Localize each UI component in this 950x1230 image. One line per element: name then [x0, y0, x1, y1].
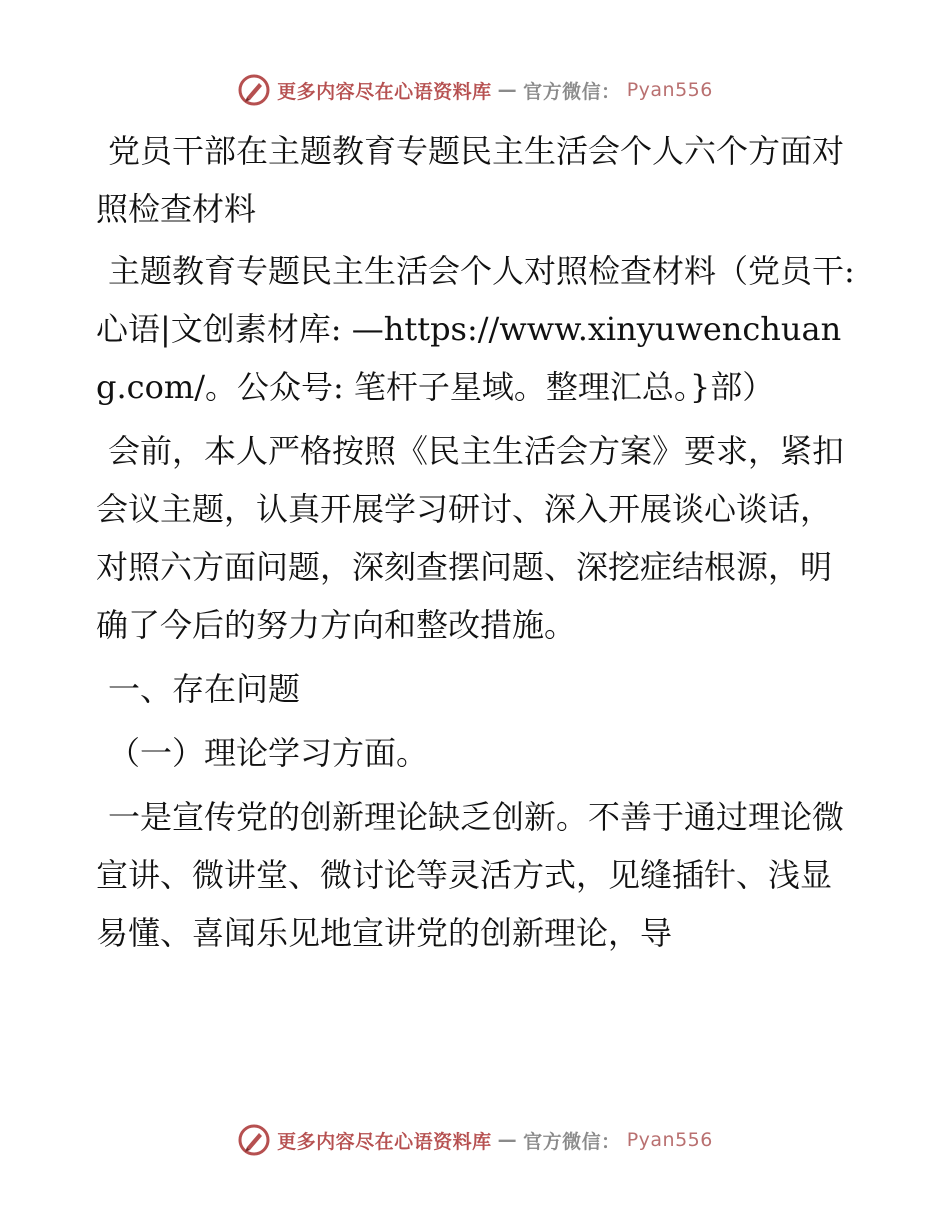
section-heading: 一、存在问题	[108, 670, 301, 708]
header-watermark	[0, 70, 950, 110]
document-body	[96, 122, 856, 968]
watermark-label: 官方微信：	[523, 80, 621, 103]
watermark-account: Pyan556	[626, 79, 713, 101]
subsection-heading: （一）理论学习方面。	[108, 734, 429, 772]
footer-watermark	[0, 1120, 950, 1160]
watermark-dash: —	[497, 1129, 518, 1151]
watermark-main-text: 更多内容尽在心语资料库	[277, 1130, 492, 1153]
pen-nib-logo-icon	[237, 73, 271, 107]
watermark-main-text: 更多内容尽在心语资料库	[277, 80, 492, 103]
paragraph-intro: 会前，本人严格按照《民主生活会方案》要求，紧扣会议主题，认真开展学习研讨、深入开展谈心谈话，对照六方面问题，深刻查摆问题、深挖症结根源，明确了今后的努力方向和整改措施。	[96, 432, 845, 644]
document-title: 党员干部在主题教育专题民主生活会个人六个方面对照检查材料	[96, 132, 845, 228]
watermark-label: 官方微信：	[523, 1130, 621, 1153]
watermark-dash: —	[497, 79, 518, 101]
paragraph-subtitle: 主题教育专题民主生活会个人对照检查材料（党员干:心语|文创素材库: —https://www.xinyuwenchuang.com/。公众号: 笔杆子星域。整理汇总。}部）	[96, 252, 855, 406]
watermark-account: Pyan556	[626, 1129, 713, 1151]
pen-nib-logo-icon	[237, 1123, 271, 1157]
paragraph-point-one: 一是宣传党的创新理论缺乏创新。不善于通过理论微宣讲、微讲堂、微讨论等灵活方式，见缝插针、浅显易懂、喜闻乐见地宣讲党的创新理论，导	[96, 798, 845, 952]
